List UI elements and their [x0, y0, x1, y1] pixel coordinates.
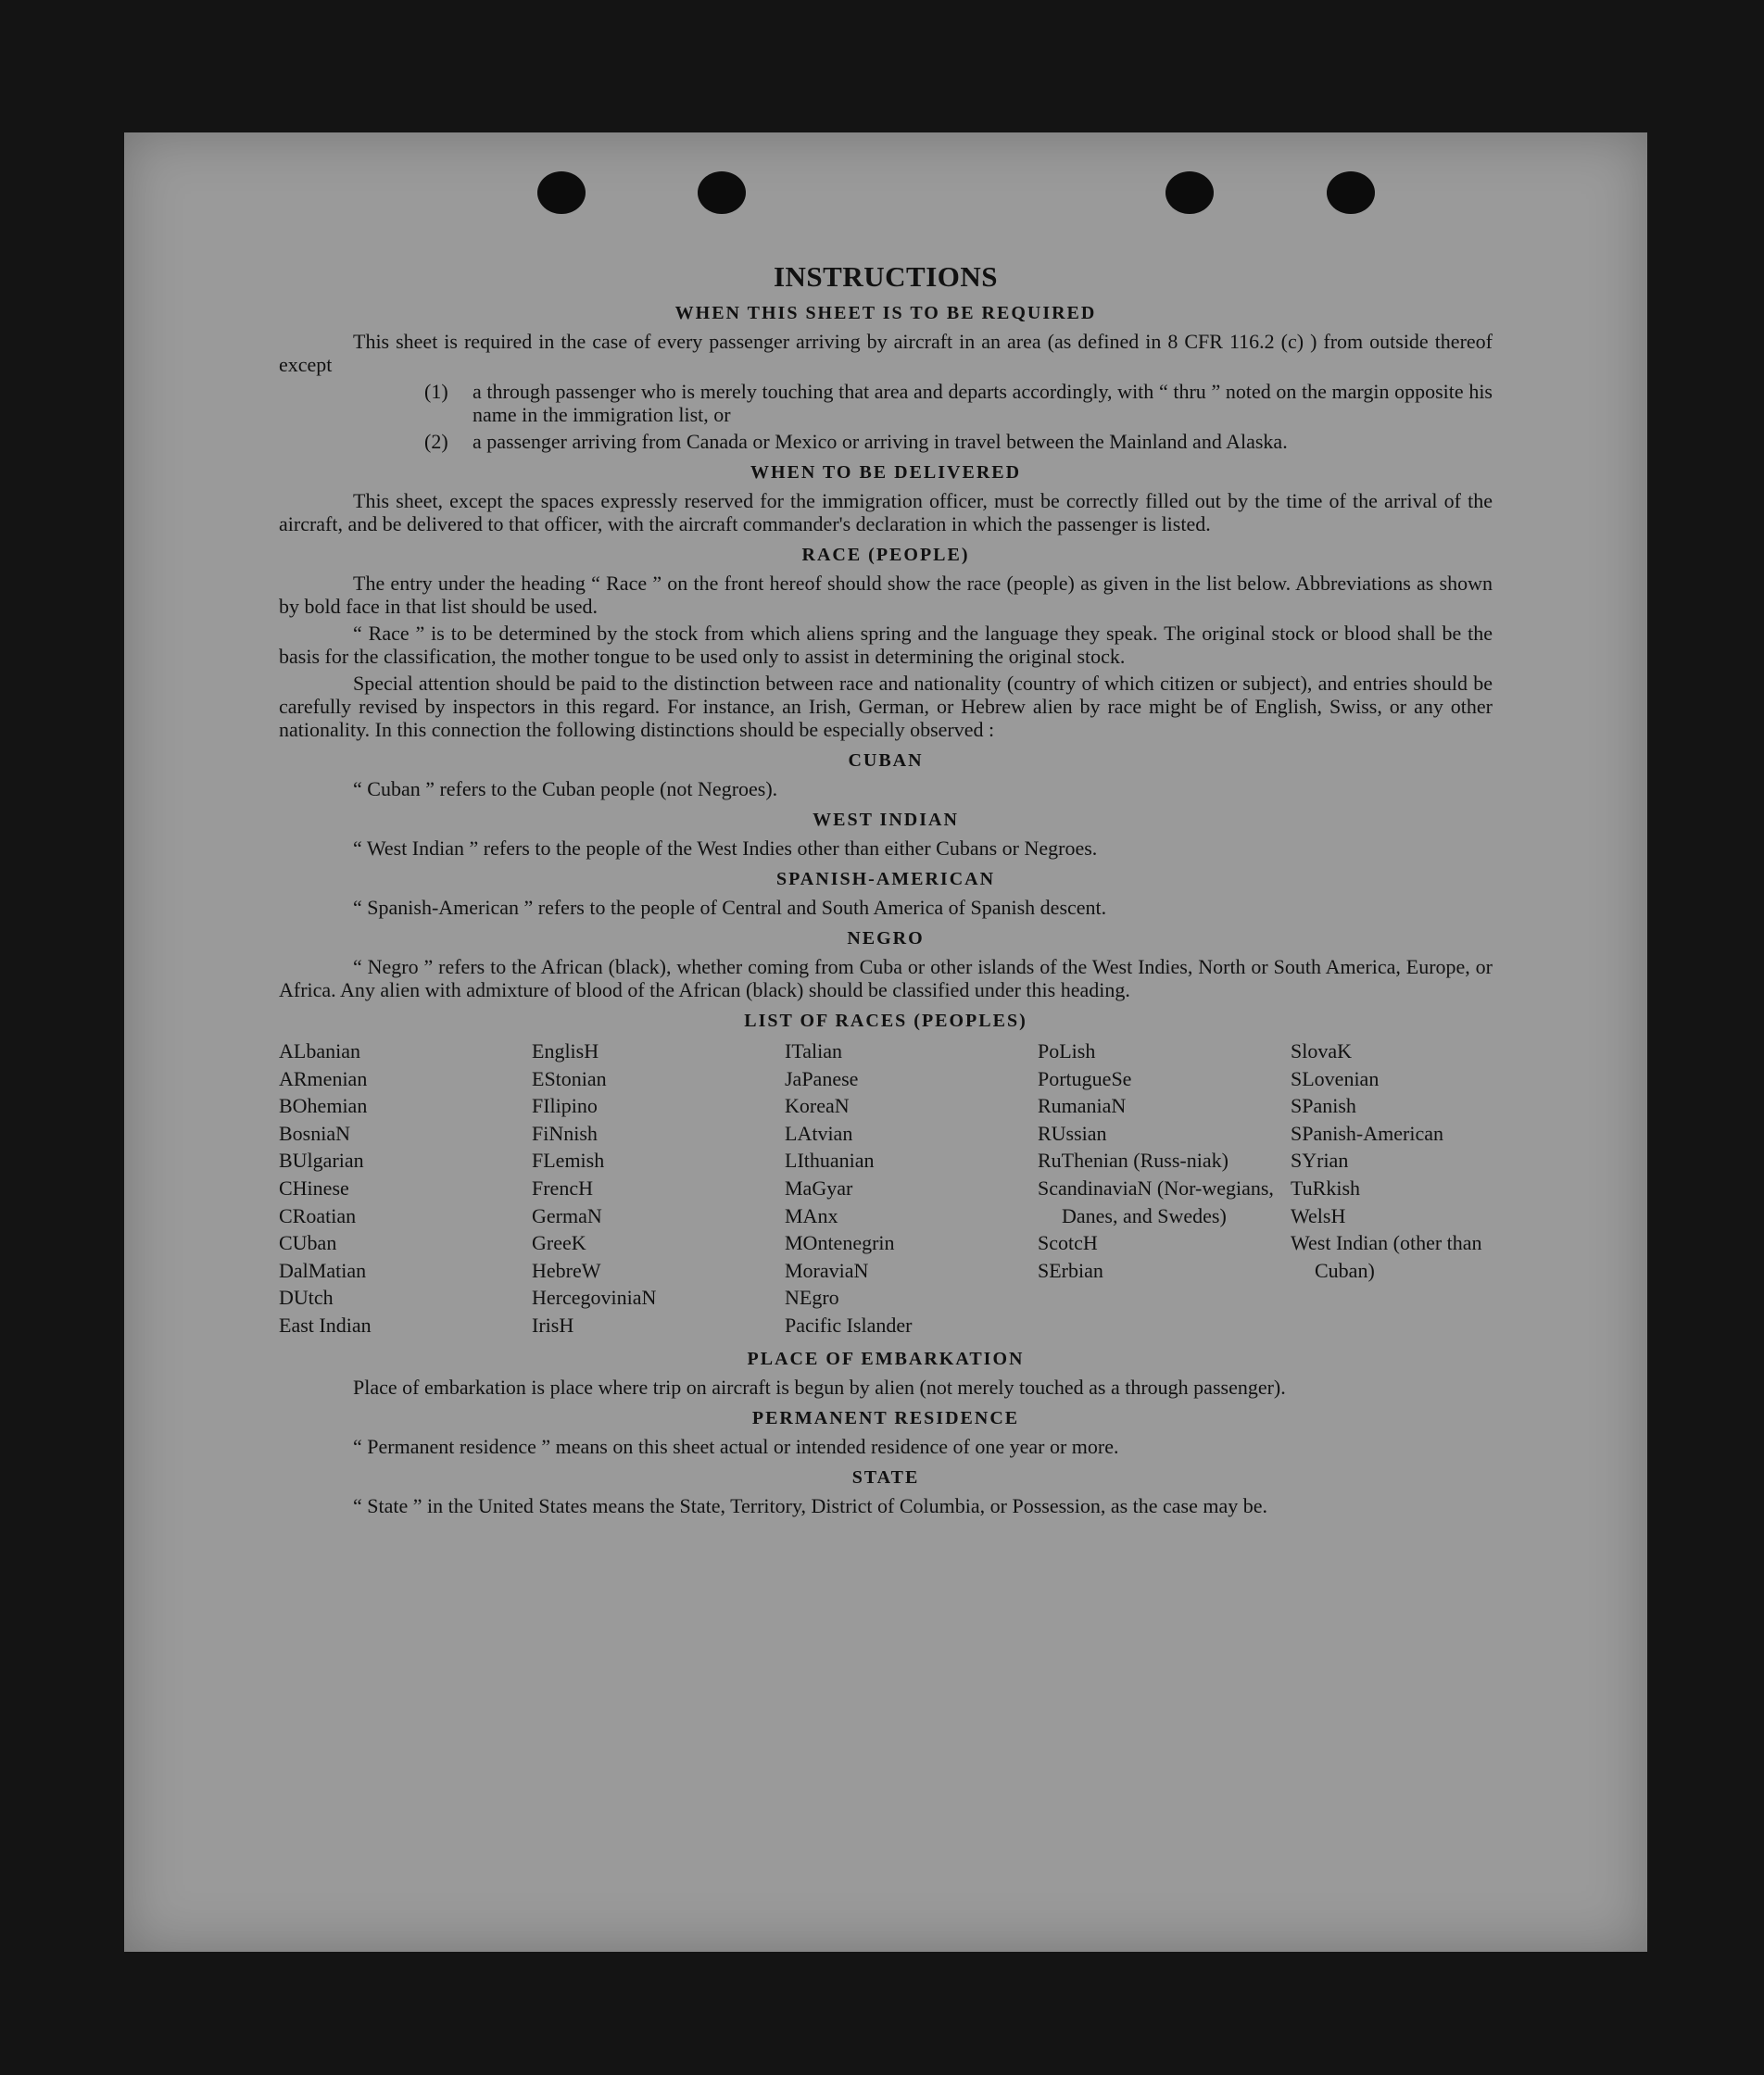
- race-column: [1038, 1038, 1291, 1339]
- race-item: SErbian: [1038, 1258, 1103, 1282]
- race-item: NEgro: [785, 1286, 839, 1310]
- state-paragraph: “ State ” in the United States means the State, Territory, District of Columbia, or Possession, as the case may be.: [353, 1493, 1268, 1517]
- race-item: ScandinaviaN (Nor-wegians, Danes, and Swedes): [1038, 1176, 1274, 1227]
- race-item: DUtch: [279, 1286, 334, 1310]
- race-item: ALbanian: [279, 1039, 360, 1063]
- race-item: ARmenian: [279, 1066, 368, 1090]
- section-heading-embarkation: PLACE OF EMBARKATION: [747, 1348, 1025, 1369]
- race-column: [1291, 1038, 1544, 1339]
- race-item: CHinese: [279, 1176, 349, 1200]
- race-item: FiNnish: [532, 1121, 598, 1145]
- race-item: RuThenian (Russ-niak): [1038, 1149, 1228, 1173]
- race-item: MOntenegrin: [785, 1231, 895, 1255]
- exception-number: (2): [424, 430, 448, 453]
- race-item: SPanish: [1291, 1094, 1356, 1118]
- race-item: WelsH: [1291, 1203, 1346, 1227]
- race-item: GreeK: [532, 1231, 586, 1255]
- section-heading-cuban: CUBAN: [848, 750, 924, 771]
- race-item: IrisH: [532, 1313, 574, 1337]
- race-item: HebreW: [532, 1258, 601, 1282]
- race-item: BOhemian: [279, 1094, 368, 1118]
- race-item: CUban: [279, 1231, 337, 1255]
- exception-text: a through passenger who is merely touching that area and departs accordingly, with “ thru ” noted on the margin opposite his name in the immigration list, or: [472, 380, 1493, 426]
- race-item: PoLish: [1038, 1039, 1096, 1063]
- punch-hole: [698, 171, 746, 214]
- race-item: LAtvian: [785, 1121, 853, 1145]
- race-list: [279, 1038, 1493, 1339]
- instructions-content: [279, 260, 1493, 1521]
- west-indian-paragraph: “ West Indian ” refers to the people of the West Indies other than either Cubans or Negroes.: [353, 836, 1098, 860]
- race-item: East Indian: [279, 1313, 372, 1337]
- exception-number: (1): [424, 380, 448, 403]
- race-item: Pacific Islander: [785, 1313, 913, 1337]
- embarkation-paragraph: Place of embarkation is place where trip on aircraft is begun by alien (not merely touched as a through passenger).: [353, 1375, 1286, 1399]
- spanish-american-paragraph: “ Spanish-American ” refers to the people of Central and South America of Spanish descent.: [353, 896, 1107, 919]
- race-item: SYrian: [1291, 1149, 1349, 1173]
- negro-paragraph: “ Negro ” refers to the African (black), whether coming from Cuba or other islands of the West Indies, North or South America, Europe, or Africa. Any alien with admixture of blood of the African (black) should be classified under this heading.: [279, 955, 1493, 1001]
- section-heading-west-indian: WEST INDIAN: [813, 810, 959, 830]
- race-item: TuRkish: [1291, 1176, 1361, 1200]
- race-item: MAnx: [785, 1203, 838, 1227]
- race-item: FrencH: [532, 1176, 593, 1200]
- section-heading-delivered: WHEN TO BE DELIVERED: [750, 462, 1022, 483]
- residence-paragraph: “ Permanent residence ” means on this sheet actual or intended residence of one year or more.: [353, 1434, 1119, 1458]
- exception-item: [424, 430, 1493, 453]
- punch-hole: [1327, 171, 1375, 214]
- race-item: SPanish-American: [1291, 1121, 1443, 1145]
- section-heading-required: WHEN THIS SHEET IS TO BE REQUIRED: [674, 303, 1097, 323]
- race-item: BosniaN: [279, 1121, 350, 1145]
- race-item: SLovenian: [1291, 1066, 1380, 1090]
- race-column: [279, 1038, 532, 1339]
- section-heading-spanish-american: SPANISH-AMERICAN: [775, 869, 996, 889]
- race-paragraph-3: Special attention should be paid to the distinction between race and nationality (country of which citizen or subject), and entries should be carefully revised by inspectors in this regard. For instance, an Irish, German, or Hebrew alien by race might be of English, Swiss, or any other nationality. In this connection the following distinctions should be especially observed :: [279, 672, 1493, 741]
- required-paragraph: This sheet is required in the case of every passenger arriving by aircraft in an area (as defined in 8 CFR 116.2 (c) ) from outside thereof except: [279, 330, 1493, 376]
- race-item: FIlipino: [532, 1094, 598, 1118]
- section-heading-race: RACE (PEOPLE): [801, 545, 970, 565]
- race-item: LIthuanian: [785, 1149, 875, 1173]
- exception-text: a passenger arriving from Canada or Mexico or arriving in travel between the Mainland and Alaska.: [472, 430, 1288, 453]
- race-item: JaPanese: [785, 1066, 859, 1090]
- race-item: FLemish: [532, 1149, 605, 1173]
- delivered-paragraph: This sheet, except the spaces expressly reserved for the immigration officer, must be correctly filled out by the time of the arrival of the aircraft, and be delivered to that officer, with the aircraft commander's declaration in which the passenger is listed.: [279, 489, 1493, 535]
- race-item: MoraviaN: [785, 1258, 869, 1282]
- punch-hole: [1166, 171, 1214, 214]
- race-item: ITalian: [785, 1039, 842, 1063]
- race-column: [785, 1038, 1038, 1339]
- race-item: SlovaK: [1291, 1039, 1352, 1063]
- race-item: HercegoviniaN: [532, 1286, 657, 1310]
- race-item: KoreaN: [785, 1094, 850, 1118]
- race-item: CRoatian: [279, 1203, 357, 1227]
- cuban-paragraph: “ Cuban ” refers to the Cuban people (not Negroes).: [353, 777, 778, 800]
- race-item: DalMatian: [279, 1258, 367, 1282]
- race-item: EStonian: [532, 1066, 607, 1090]
- section-heading-negro: NEGRO: [847, 928, 925, 949]
- race-item: West Indian (other than Cuban): [1291, 1231, 1482, 1282]
- section-heading-residence: PERMANENT RESIDENCE: [751, 1407, 1020, 1428]
- race-item: PortugueSe: [1038, 1066, 1132, 1090]
- race-item: BUlgarian: [279, 1149, 364, 1173]
- punch-hole: [537, 171, 586, 214]
- section-heading-state: STATE: [851, 1466, 920, 1488]
- race-item: EnglisH: [532, 1039, 599, 1063]
- race-column: [532, 1038, 785, 1339]
- race-item: GermaN: [532, 1203, 602, 1227]
- section-heading-list-of-races: LIST OF RACES (PEOPLES): [744, 1011, 1027, 1031]
- exception-item: [424, 380, 1493, 426]
- race-item: RUssian: [1038, 1121, 1107, 1145]
- page-title: INSTRUCTIONS: [773, 260, 998, 293]
- document-sheet: [124, 132, 1647, 1952]
- race-paragraph-1: The entry under the heading “ Race ” on the front hereof should show the race (people) as given in the list below. Abbreviations as shown by bold face in that list should be used.: [279, 572, 1493, 618]
- race-item: RumaniaN: [1038, 1094, 1127, 1118]
- race-paragraph-2: “ Race ” is to be determined by the stock from which aliens spring and the language they speak. The original stock or blood shall be the basis for the classification, the mother tongue to be used only to assist in determining the original stock.: [279, 622, 1493, 668]
- race-item: MaGyar: [785, 1176, 853, 1200]
- race-item: ScotcH: [1038, 1231, 1098, 1255]
